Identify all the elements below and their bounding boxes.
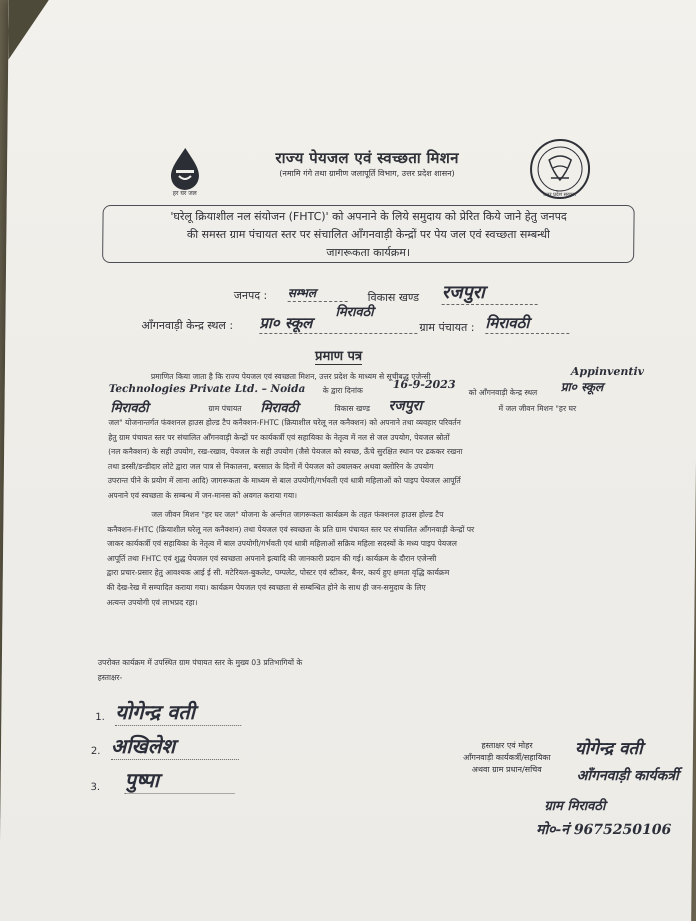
cert-p2-line6: की देख-रेख में सम्पादित कराया गया। कार्यक्रम पेयजल एवं स्वच्छता से सम्बन्धित होने के साथ ही जन-समुदाय के लिए xyxy=(106,582,426,592)
cert-centre-value: प्रा० स्कूल xyxy=(560,380,604,394)
cert-gp-label: ग्राम पंचायत xyxy=(208,404,242,413)
mission-title: राज्य पेयजल एवं स्वच्छता मिशन xyxy=(275,149,459,167)
cert-p1-line7: अपनाने एवं स्वच्छता के सम्बन्ध में जन-मानस को अवगत कराया गया। xyxy=(107,490,298,500)
cert-p2-line5: द्वारा प्रचार-प्रसार हेतु आवश्यक आई ई सी. मटेरियल-बुकलेट, पम्पलेट, पोस्टर एवं स्टीकर, बैनर, कार्य हुए क्षमता वृद्धि कार्यक्रम xyxy=(106,568,450,578)
cert-block-value: रजपुरा xyxy=(388,398,423,414)
signatory-label-3: अथवा ग्राम प्रधान/सचिव xyxy=(471,765,542,774)
seal-caption: उत्तर प्रदेश सरकार xyxy=(543,192,577,198)
banner-line-2: की समस्त ग्राम पंचायत स्तर पर संचालित आँगनवाड़ी केन्द्रों पर पेय जल एवं स्वच्छता सम्बन्धी xyxy=(186,228,550,241)
logo-left-caption: हर घर जल xyxy=(172,190,197,197)
cert-centre-text: को आँगनवाड़ी केन्द्र स्थल xyxy=(468,388,538,397)
up-govt-seal-icon xyxy=(527,138,594,200)
cert-p1-line3: हेतु ग्राम पंचायत स्तर पर संचालित आँगनवाड़ी केन्द्रों पर कार्यकर्त्री एवं सहायिका के नेतृत्व में नल से जल उपयोग, पेयजल स्रोतों xyxy=(108,432,450,442)
event-date: 16-9-2023 xyxy=(392,378,456,391)
banner-line-1: 'घरेलू क्रियाशील नल संयोजन (FHTC)' को अपनाने के लिये समुदाय को प्रेरित किये जाने हेतु जनपद xyxy=(170,210,567,223)
program-banner xyxy=(102,205,635,263)
participant-3-signature: पुष्पा xyxy=(125,766,235,794)
signatory-label-1: हस्ताक्षर एवं मोहर xyxy=(481,741,533,750)
cert-p1-intro: प्रमाणित किया जाता है कि राज्य पेयजल एवं स्वच्छता मिशन, उत्तर प्रदेश के माध्यम से सूचीबद्ध एजेन्सी xyxy=(150,372,431,381)
agency-name: Appinventiv xyxy=(570,365,645,378)
signatory-stamp-role: आँगनवाड़ी कार्यकर्त्री xyxy=(576,768,679,784)
participant-3-num: 3. xyxy=(90,782,101,793)
block-value: रजपुरा xyxy=(442,280,538,305)
cert-p1-line4: (नल कनैक्शन) के सही उपयोग, रख-रखाव, पेयजल के सही उपयोग (जैसे पेयजल को स्वच्छ, ऊँचे सुरक्षित स्थान पर ढककर रखना xyxy=(108,447,463,457)
participant-1-num: 1. xyxy=(95,712,105,723)
cert-p1-line6: उपरान्त पीने के प्रयोग में लाना आदि) जागरूकता के माध्यम से बाल उपयोगी/गर्भवती एवं धात्री महिलाओं को पाइप पेयजल आपूर्ति xyxy=(107,476,461,486)
signatory-stamp-village: ग्राम मिरावठी xyxy=(544,799,606,814)
anganwadi-value-top: मिरावठी xyxy=(335,305,374,320)
panchayat-value: मिरावठी xyxy=(485,313,569,334)
cert-p2-body xyxy=(106,508,619,610)
participant-2-signature: अखिलेश xyxy=(111,732,239,760)
anganwadi-value: प्रा० स्कूल xyxy=(259,313,417,334)
page-shadow-corner xyxy=(8,0,49,60)
cert-p2-line7: अत्यन्त उपयोगी एवं लाभप्रद रहा। xyxy=(106,597,198,607)
anganwadi-label: आँगनवाड़ी केन्द्र स्थल : xyxy=(141,319,234,332)
agency-name-2: Technologies Private Ltd. – Noida xyxy=(108,383,306,395)
participants-intro xyxy=(98,656,518,685)
district-value: सम्भल xyxy=(288,284,348,302)
cert-gp-value: मिरावठी xyxy=(260,401,299,416)
mission-subtitle: (नमामि गंगे तथा ग्रामीण जलापूर्ति विभाग, उत्तर प्रदेश शासन) xyxy=(279,169,455,178)
cert-by-date: के द्वारा दिनांक xyxy=(322,386,363,395)
signatory-mobile: मो०-नं 9675250106 xyxy=(536,822,672,838)
cert-p2-line2: कनैक्शन-FHTC (क्रियाशील घरेलू नल कनैक्शन) तथा पेयजल एवं स्वच्छता के प्रति ग्राम पंचायत स्तर पर संचालित आँगनवाड़ी केन्द्रों पर xyxy=(107,524,475,534)
cert-p2-line3: जाकर कार्यकर्त्री एवं सहायिका के नेतृत्व में बाल उपयोगी/गर्भवती एवं धात्री महिलाओं सक्रिय महिला सदस्यों के मध्य पाइप पेयजल xyxy=(107,539,458,549)
participants-intro-2: हस्ताक्षर- xyxy=(97,672,123,682)
panchayat-label: ग्राम पंचायत : xyxy=(419,321,475,334)
cert-p1-rest1: में जल जीवन मिशन "हर घर xyxy=(498,404,577,413)
cert-p1-line2: जल" योजनान्तर्गत फंक्शनल हाउस होल्ड टैप कनैक्शन-FHTC (क्रियाशील घरेलू नल कनैक्शन) को अपनाने तथा व्यवहार परिवर्तन xyxy=(108,418,461,427)
banner-line-3: जागरूकता कार्यक्रम। xyxy=(326,246,411,259)
signatory-signature: योगेन्द्र वती xyxy=(574,739,643,759)
block-label: विकास खण्ड xyxy=(367,291,420,304)
signatory-labels xyxy=(441,740,573,776)
water-drop-logo-icon xyxy=(167,146,204,198)
certificate-heading: प्रमाण पत्र xyxy=(315,346,362,365)
district-label: जनपद : xyxy=(233,289,268,302)
cert-block-label: विकास खण्ड xyxy=(334,404,371,413)
cert-p2-line4: आपूर्ति तथा FHTC एवं शुद्ध पेयजल एवं स्वच्छता अपनाने इत्यादि की जानकारी प्रदान की गई। कार्यक्रम के दौरान एजेन्सी xyxy=(106,553,437,563)
cert-p1-body xyxy=(108,416,609,504)
cert-p1-line5: तथा डस्सी/डन्डीदार लोटे द्वारा जल पात्र से निकालना, बरसात के दिनों में पेयजल को उबालकर अथवा क्लोरिन के उपयोग xyxy=(107,461,434,471)
participant-2-num: 2. xyxy=(90,746,101,757)
participants-intro-1: उपरोक्त कार्यक्रम में उपस्थित ग्राम पंचायत स्तर के मुख्य 03 प्रतिभागियों के xyxy=(97,658,303,667)
participant-1-signature: योगेन्द्र वती xyxy=(115,698,241,726)
cert-p2-line1: जल जीवन मिशन "हर घर जल" योजना के अर्न्तगत जागरूकता कार्यक्रम के तहत फंक्शनल हाउस होल्ड टैप xyxy=(151,510,444,519)
signatory-label-2: आँगनवाड़ी कार्यकर्त्री/सहायिका xyxy=(463,753,551,762)
cert-village: मिरावठी xyxy=(110,401,149,416)
